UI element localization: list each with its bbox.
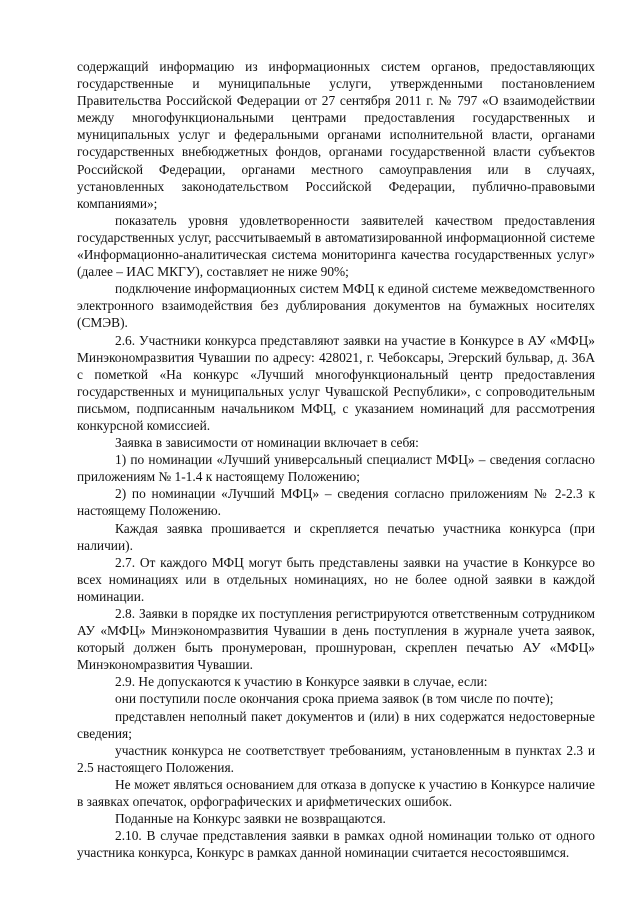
paragraph: 1) по номинации «Лучший универсальный специалист МФЦ» – сведения согласно приложениям № 1-1.4 к настоящему Положению; (77, 452, 595, 485)
paragraph: Не может являться основанием для отказа в допуске к участию в Конкурсе наличие в заявках опечаток, орфографических и арифметических ошибок. (77, 776, 595, 810)
paragraph: подключение информационных систем МФЦ к единой системе межведомственного электронного взаимодействия без дублирования документов на бумажных носителях (СМЭВ). (77, 281, 595, 331)
paragraph: 2.8. Заявки в порядке их поступления регистрируются ответственным сотрудником АУ «МФЦ» Минэкономразвития Чувашии в день поступления в журнале учета заявок, который должен быть пронумерован, прошнурован, скреплен печатью АУ «МФЦ» Минэкономразвития Чувашии. (77, 606, 595, 673)
paragraph: показатель уровня удовлетворенности заявителей качеством предоставления государственных услуг, рассчитываемый в автоматизированной информационной системе «Информационно-аналитическая система мониторинга качества государственных услуг» (далее – ИАС МКГУ), составляет не ниже 90%; (77, 212, 595, 280)
paragraph: 2.7. От каждого МФЦ могут быть представлены заявки на участие в Конкурсе во всех номинациях или в отдельных номинациях, но не более одной заявки в каждой номинации. (77, 554, 595, 604)
paragraph: Заявка в зависимости от номинации включает в себя: (115, 435, 419, 451)
paragraph: 2.10. В случае представления заявки в рамках одной номинации только от одного участника конкурса, Конкурс в рамках данной номинации считается несостоявшимся. (77, 828, 595, 861)
paragraph: 2.9. Не допускаются к участию в Конкурсе заявки в случае, если: (115, 674, 488, 690)
paragraph: 2.6. Участники конкурса представляют заявки на участие в Конкурсе в АУ «МФЦ» Минэкономразвития Чувашии по адресу: 428021, г. Чебоксары, Эгерский бульвар, д. 36А с пометкой «На конкурс «Лучший многофункциональный центр предоставления государственных и муниципальных услуг Чувашской Республики», с сопроводительным письмом, подписанным начальником МФЦ, с указанием номинаций для рассмотрения конкурсной комиссией. (77, 332, 595, 433)
paragraph: Каждая заявка прошивается и скрепляется печатью участника конкурса (при наличии). (77, 520, 595, 553)
paragraph: участник конкурса не соответствует требованиям, установленным в пунктах 2.3 и 2.5 настоящего Положения. (77, 742, 595, 775)
paragraph: они поступили после окончания срока приема заявок (в том числе по почте); (115, 691, 554, 707)
document-page (77, 58, 595, 861)
paragraph: 2) по номинации «Лучший МФЦ» – сведения согласно приложениям № 2-2.3 к настоящему Положению. (77, 486, 595, 519)
paragraph: содержащий информацию из информационных систем органов, предоставляющих государственные и муниципальные услуги, утвержденными постановлением Правительства Российской Федерации от 27 сентября 2011 г. № 797 «О взаимодействии между многофункциональными центрами предоставления государственных и муниципальных услуг и федеральными органами исполнительной власти, органами государственных внебюджетных фондов, органами государственной власти субъектов Российской Федерации, органами местного самоуправления или в случаях, установленных законодательством Российской Федерации, публично-правовыми компаниями»; (77, 59, 595, 211)
paragraph: представлен неполный пакет документов и (или) в них содержатся недостоверные сведения; (77, 708, 595, 741)
paragraph: Поданные на Конкурс заявки не возвращаются. (115, 811, 386, 827)
